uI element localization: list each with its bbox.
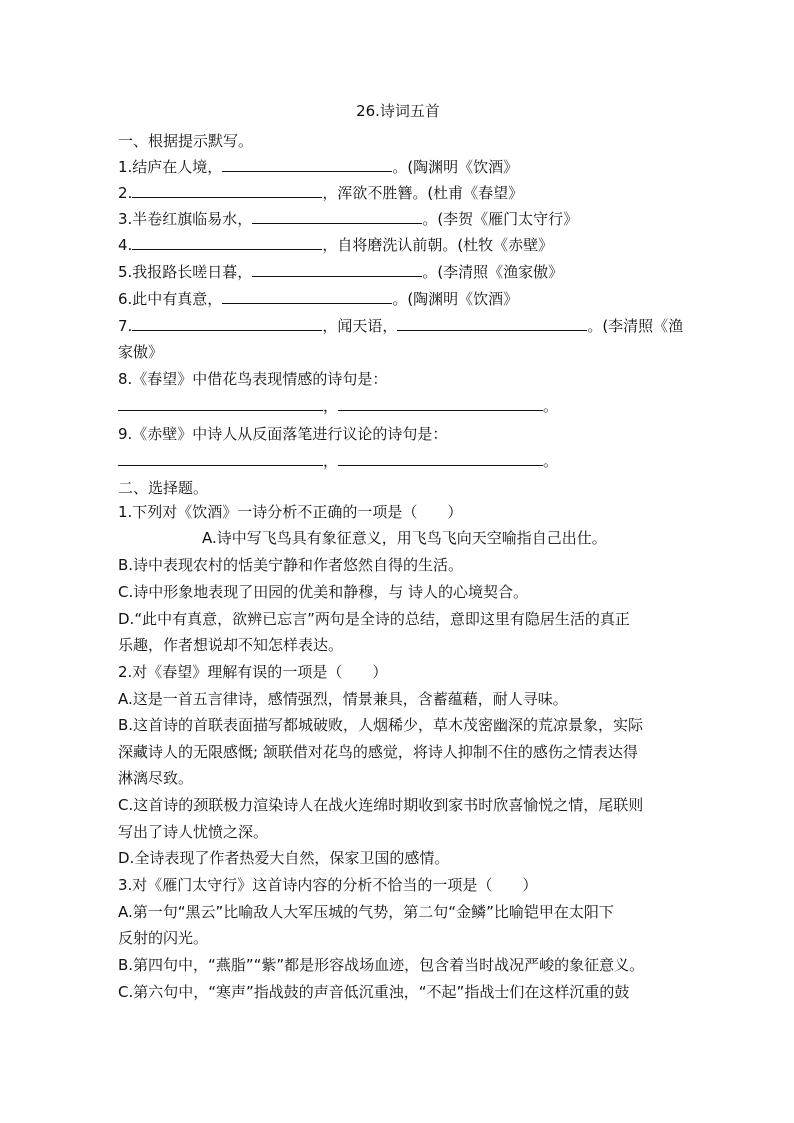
q1-suffix: 。(陶渊明《饮酒》 [392,158,519,176]
fill-question-9: 9.《赤壁》中诗人从反面落笔进行议论的诗句是： [118,425,448,443]
q4-answer-blank[interactable] [132,235,322,250]
q6-suffix: 。(陶渊明《饮酒》 [392,290,519,308]
q6-prefix: 6.此中有真意， [118,290,223,308]
q7-suffix: 。(李清照《渔 [587,317,684,335]
section1-heading: 一、根据提示默写。 [118,132,254,150]
fill-question-8-answers [118,396,678,416]
q8-end: 。 [543,397,559,415]
q3-answer-blank[interactable] [252,209,422,224]
q6-answer-blank[interactable] [222,289,392,304]
q2-answer-blank[interactable] [132,183,322,198]
q4-prefix: 4. [118,236,133,254]
choice-question-2-option-a: A.这是一首五言律诗，感情强烈，情景兼具，含蓄蕴藉，耐人寻味。 [118,690,568,708]
choice-question-3-option-b: B.第四句中，“燕脂”“紫”都是形容战场血迹，包含着当时战况严峻的象征意义。 [118,956,645,974]
q5-prefix: 5.我报路长嗟日暮， [118,263,253,281]
q8-separator: ， [323,397,339,415]
fill-question-3 [118,209,678,229]
choice-question-2-stem: 2.对《春望》理解有误的一项是（ ） [118,663,388,681]
choice-question-1-option-d: D.“此中有真意，欲辨已忘言”两句是全诗的总结，意即这里有隐居生活的真正 [118,610,630,628]
page-title: 26.诗词五首 [356,102,440,120]
choice-question-2-option-b: B.这首诗的首联表面描写都城破败，人烟稀少，草木茂密幽深的荒凉景象，实际 [118,716,644,734]
q9-answer-blank-2[interactable] [338,451,543,466]
q9-end: 。 [543,452,559,470]
choice-question-3-option-a: A.第一句“黑云”比喻敌人大军压城的气势，第二句“金鳞”比喻铠甲在太阳下 [118,903,614,921]
q5-suffix: 。(李清照《渔家傲》 [422,263,564,281]
q7-answer-blank-1[interactable] [132,316,322,331]
choice-question-2-option-b-line3: 淋漓尽致。 [118,769,194,787]
q7-middle: ，闻天语， [322,317,398,335]
choice-question-3-option-a-line2: 反射的闪光。 [118,929,209,947]
choice-question-1-option-d-continued: 乐趣，作者想说却不知怎样表达。 [118,636,344,654]
choice-question-3-stem: 3.对《雁门太守行》这首诗内容的分析不恰当的一项是（ ） [118,876,538,894]
choice-question-1-option-b: B.诗中表现农村的恬美宁静和作者悠然自得的生活。 [118,556,464,574]
fill-question-9-answers [118,451,678,471]
fill-question-2 [118,183,678,203]
choice-question-1-stem: 1.下列对《饮酒》一诗分析不正确的一项是（ ） [118,503,463,521]
q3-suffix: 。(李贺《雁门太守行》 [422,210,579,228]
fill-question-5 [118,262,678,282]
fill-question-6 [118,289,678,309]
fill-question-7 [118,316,684,336]
choice-question-2-option-c: C.这首诗的颈联极力渲染诗人在战火连绵时期收到家书时欣喜愉悦之情，尾联则 [118,796,644,814]
choice-question-1-option-c: C.诗中形象地表现了田园的优美和静穆，与 诗人的心境契合。 [118,583,529,601]
choice-question-2-option-c-line2: 写出了诗人忧愤之深。 [118,823,269,841]
choice-question-1-option-a: A.诗中写飞鸟具有象征意义，用飞鸟飞向天空喻指自己出仕。 [202,529,607,547]
choice-question-2-option-b-line2: 深藏诗人的无限感慨; 颔联借对花鸟的感觉，将诗人抑制不住的感伤之情表达得 [118,743,638,761]
q1-answer-blank[interactable] [222,157,392,172]
q8-answer-blank-2[interactable] [338,396,543,411]
section2-heading: 二、选择题。 [118,479,209,497]
fill-question-7-continued: 家傲》 [118,343,164,361]
q9-answer-blank-1[interactable] [118,451,323,466]
q4-suffix: ，自将磨洗认前朝。(杜牧《赤壁》 [322,236,554,254]
q7-prefix: 7. [118,317,133,335]
fill-question-4 [118,235,678,255]
q5-answer-blank[interactable] [252,262,422,277]
q2-prefix: 2. [118,184,133,202]
q8-answer-blank-1[interactable] [118,396,323,411]
choice-question-3-option-c: C.第六句中，“寒声”指战鼓的声音低沉重浊，“不起”指战士们在这样沉重的鼓 [118,983,630,1001]
q2-suffix: ，浑欲不胜簪。(杜甫《春望》 [322,184,524,202]
q9-separator: ， [323,452,339,470]
fill-question-8: 8.《春望》中借花鸟表现情感的诗句是： [118,370,388,388]
q1-prefix: 1.结庐在人境， [118,158,223,176]
fill-question-1 [118,157,678,177]
choice-question-2-option-d: D.全诗表现了作者热爱大自然，保家卫国的感情。 [118,849,450,867]
q3-prefix: 3.半卷红旗临易水， [118,210,253,228]
q7-answer-blank-2[interactable] [397,316,587,331]
